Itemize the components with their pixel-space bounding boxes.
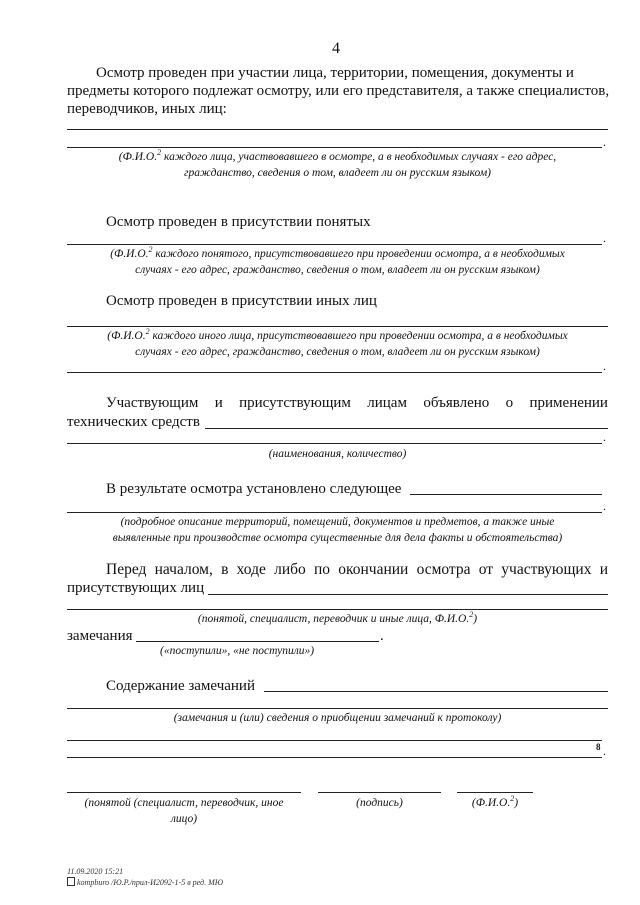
result-caption-1: (подробное описание территорий, помещений, документов и предметов, а также иные (120, 516, 555, 528)
remarks-period: . (380, 628, 384, 644)
signature-role-line-2: лицо) (170, 813, 198, 825)
page-number: 4 (332, 40, 340, 57)
tech-line-3 (67, 443, 602, 444)
caption-participants-line-2: гражданство, сведения о том, владеет ли он русским языком) (183, 167, 492, 179)
result-fill-line (410, 494, 602, 495)
remarks-content-line-2 (67, 708, 608, 709)
remarks-intro-line-1: Перед началом, в ходе либо по окончании осмотра от участвующих и (106, 561, 608, 578)
caption-participants-line-1: (Ф.И.О.$^2$ каждого лица, участвовавшего в осмотре, а в необходимых случаях - его адрес, (118, 148, 557, 163)
footer-date: 11.09.2020 15:21 (67, 867, 124, 876)
result-line-2 (67, 512, 602, 513)
footer-path: kompburo /Ю.Р./прил-И2092-1-5 в ред. МЮ (67, 877, 223, 888)
caption-witnesses-line-2: случаях - его адрес, гражданство, сведения о том, владеет ли он русским языком) (135, 264, 540, 276)
remarks-content-label: Содержание замечаний (106, 678, 255, 694)
remarks-caption: («поступили», «не поступили») (160, 645, 315, 657)
intro-line-2: предметы которого подлежат осмотру, или его представителя, а также специалистов, (67, 83, 610, 99)
remarks-intro-line-3 (67, 609, 608, 610)
participants-line-1 (67, 129, 608, 130)
result-label: В результате осмотра установлено следующее (106, 481, 402, 497)
signature-fio-caption: (Ф.И.О.$^2$) (471, 794, 519, 809)
remarks-content-fill-line (264, 691, 608, 692)
remarks-content-line-3 (67, 740, 602, 741)
file-icon (67, 877, 75, 886)
intro-line-3: переводчиков, иных лиц: (67, 101, 227, 117)
signature-sign-line (318, 792, 441, 793)
tech-line-1: Участвующим и присутствующим лицам объявлено о применении (106, 395, 608, 411)
remarks-content-caption: (замечания и (или) сведения о приобщении замечаний к протоколу) (173, 712, 502, 724)
signature-fio-line (457, 792, 533, 793)
caption-others-line-1: (Ф.И.О.$^2$ каждого иного лица, присутствовавшего при проведении осмотра, а в необходимых (107, 327, 568, 342)
remarks-intro-line-2: присутствующих лиц (67, 580, 205, 596)
tech-caption: (наименования, количество) (268, 448, 407, 460)
remarks-content-line-4 (67, 757, 602, 758)
remarks-intro-caption: (понятой, специалист, переводчик и иные лица, Ф.И.О.$^2$) (197, 610, 478, 625)
others-line-2 (67, 372, 602, 373)
remarks-intro-fill-line (208, 594, 608, 595)
others-heading: Осмотр проведен в присутствии иных лиц (106, 293, 377, 309)
intro-line-1: Осмотр проведен при участии лица, территории, помещения, документы и (96, 65, 574, 81)
signature-role-line (67, 792, 301, 793)
caption-others-line-2: случаях - его адрес, гражданство, сведения о том, владеет ли он русским языком) (135, 346, 540, 358)
tech-fill-line (205, 428, 608, 429)
signature-role-line-1: (понятой (специалист, переводчик, иное (84, 797, 284, 809)
witnesses-heading: Осмотр проведен в присутствии понятых (106, 214, 371, 230)
caption-witnesses-line-1: (Ф.И.О.$^2$ каждого понятого, присутствовавшего при проведении осмотра, а в необходимых (110, 245, 565, 260)
footnote-mark: 8 (596, 742, 601, 752)
witnesses-line (67, 244, 602, 245)
remarks-fill-line (136, 641, 379, 642)
participants-line-2 (67, 147, 602, 148)
tech-line-2: технических средств (67, 414, 200, 430)
signature-sign-caption: (подпись) (356, 797, 403, 809)
result-caption-2: выявленные при производстве осмотра существенные для дела факты и обстоятельства) (112, 532, 563, 544)
remarks-label: замечания (67, 628, 133, 644)
